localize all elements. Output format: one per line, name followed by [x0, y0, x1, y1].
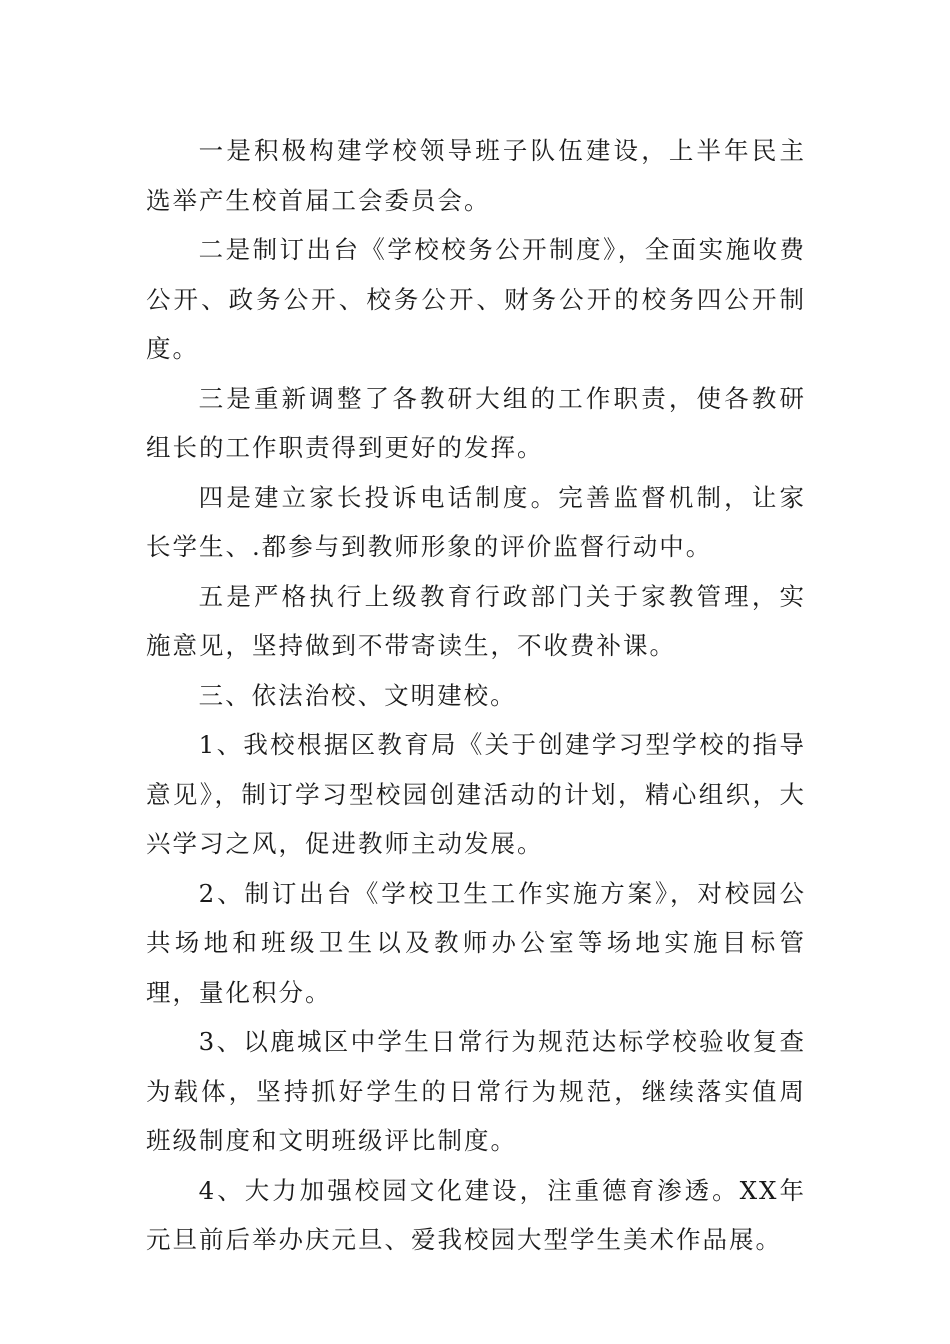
paragraph-item-2: 2、制订出台《学校卫生工作实施方案》，对校园公共场地和班级卫生以及教师办公室等场地实施目标管理，量化积分。: [146, 878, 806, 1007]
document-body: [146, 126, 806, 1265]
paragraph-teaching-research: 三是重新调整了各教研大组的工作职责，使各教研组长的工作职责得到更好的发挥。: [146, 383, 806, 462]
paragraph-item-3: 3、以鹿城区中学生日常行为规范达标学校验收复查为载体，坚持抓好学生的日常行为规范，继续落实值周班级制度和文明班级评比制度。: [146, 1027, 806, 1155]
paragraph-item-4: 4、大力加强校园文化建设，注重德育渗透。XX年元旦前后举办庆元旦、爱我校园大型学生美术作品展。: [146, 1175, 806, 1254]
paragraph-item-1: 1、我校根据区教育局《关于创建学习型学校的指导意见》，制订学习型校园创建活动的计划，精心组织，大兴学习之风，促进教师主动发展。: [146, 730, 806, 858]
paragraph-affairs-disclosure: 二是制订出台《学校校务公开制度》，全面实施收费公开、政务公开、校务公开、财务公开的校务四公开制度。: [146, 235, 806, 363]
paragraph-leadership: 一是积极构建学校领导班子队伍建设，上半年民主选举产生校首届工会委员会。: [146, 136, 806, 215]
section-heading-rule-of-law: 三、依法治校、文明建校。: [198, 680, 517, 710]
paragraph-tutoring-rules: 五是严格执行上级教育行政部门关于家教管理，实施意见，坚持做到不带寄读生，不收费补课。: [146, 581, 806, 660]
paragraph-parent-complaints: 四是建立家长投诉电话制度。完善监督机制，让家长学生、.都参与到教师形象的评价监督行动中。: [146, 482, 806, 561]
